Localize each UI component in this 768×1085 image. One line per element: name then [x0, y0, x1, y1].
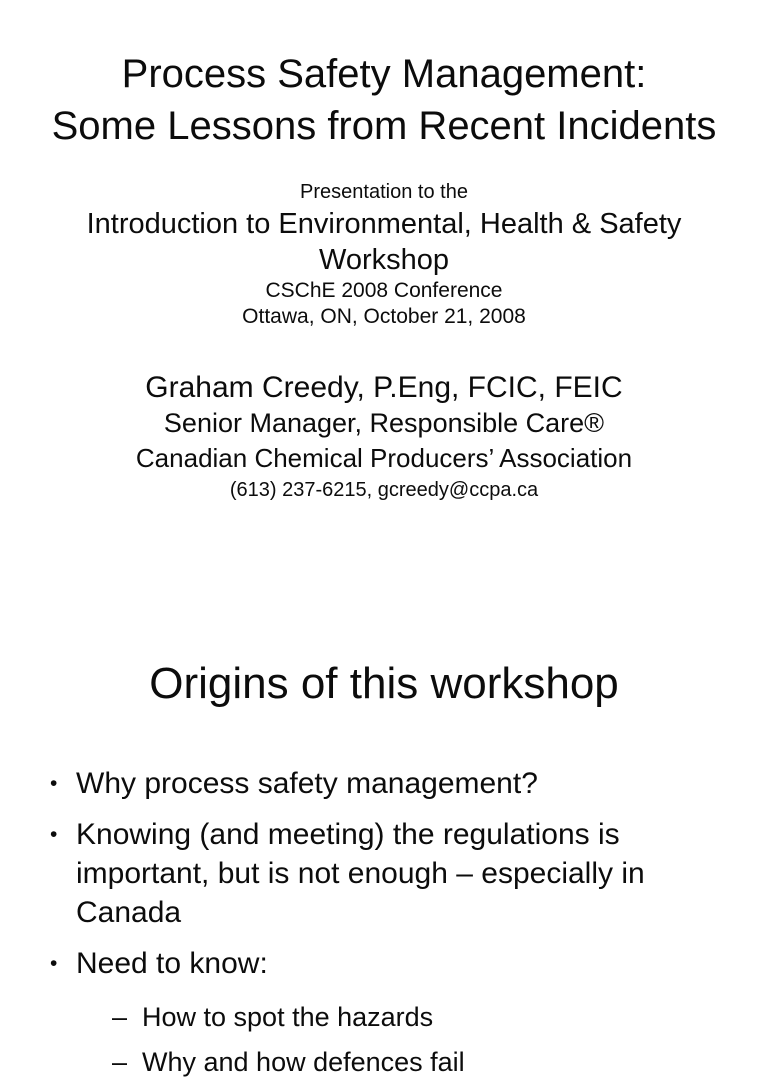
bullet-text: Why process safety management? — [76, 767, 538, 800]
workshop-name-line-1: Introduction to Environmental, Health & Safety — [86, 208, 682, 240]
bullet-text: Need to know: — [76, 947, 268, 980]
author-block — [0, 370, 768, 504]
bullet-text: Knowing (and meeting) the regulations is important, but is not enough – especially in Canada — [76, 818, 645, 929]
bullet-icon: • — [50, 823, 58, 846]
bullet-item — [50, 944, 740, 983]
conference-name: CSChE 2008 Conference — [265, 279, 503, 302]
bullet-item — [50, 764, 740, 803]
subtitle-block — [0, 178, 768, 330]
bullet-icon: • — [50, 952, 58, 975]
dash-icon: – — [112, 1002, 128, 1032]
slide-title-page — [0, 48, 768, 608]
workshop-name-line-2: Workshop — [318, 244, 450, 276]
sub-bullet-item — [112, 1040, 740, 1085]
presentation-to-the: Presentation to the — [300, 181, 468, 203]
workshop-name — [0, 206, 768, 278]
slide-2-title: Origins of this workshop — [149, 659, 619, 708]
author-organization: Canadian Chemical Producers’ Association — [135, 443, 633, 473]
bullet-item — [50, 815, 740, 932]
slide-origins — [0, 656, 768, 1085]
sub-bullet-list — [112, 995, 740, 1085]
author-role: Senior Manager, Responsible Care® — [163, 408, 605, 438]
document-page — [0, 48, 768, 1077]
sub-bullet-text: How to spot the hazards — [142, 1002, 434, 1032]
sub-bullet-text: Why and how defences fail — [142, 1047, 465, 1077]
presentation-title-line-1: Process Safety Management: — [121, 52, 647, 96]
sub-bullet-item — [112, 995, 740, 1040]
bullet-list — [50, 764, 740, 1085]
dash-icon: – — [112, 1047, 128, 1077]
presentation-title — [8, 48, 760, 152]
author-name: Graham Creedy, P.Eng, FCIC, FEIC — [145, 371, 623, 404]
bullet-icon: • — [50, 772, 58, 795]
author-contact: (613) 237-6215, gcreedy@ccpa.ca — [229, 479, 539, 501]
presentation-title-line-2: Some Lessons from Recent Incidents — [51, 104, 717, 148]
conference-location-date: Ottawa, ON, October 21, 2008 — [242, 305, 526, 328]
